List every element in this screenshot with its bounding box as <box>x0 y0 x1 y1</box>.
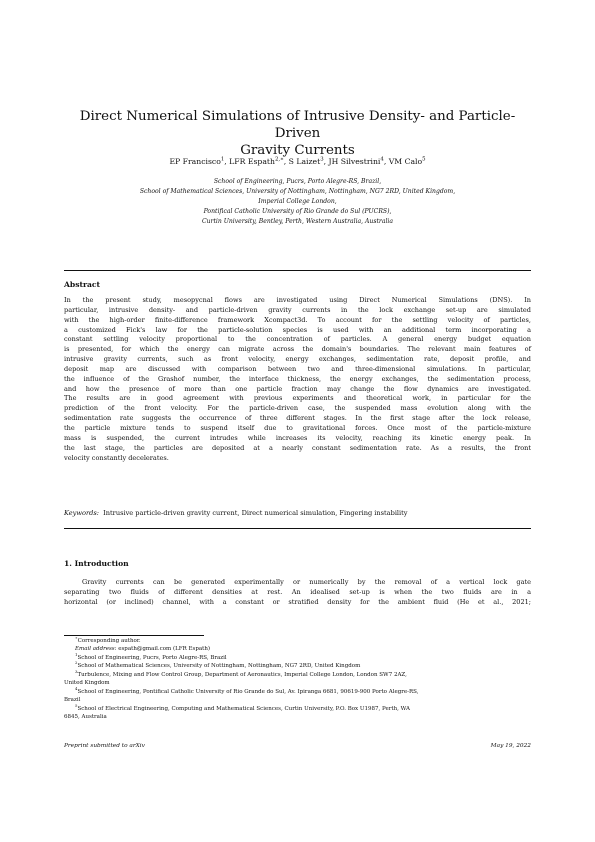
intro-line: Gravity currents can be generated experimentally or numerically by the removal of a vertical lock gate <box>82 578 531 586</box>
abstract-top-rule <box>64 270 531 271</box>
footnote-item: $^1$School of Engineering, Pucrs, Porto Alegre-RS, Brazil <box>75 652 227 661</box>
title-line: Direct Numerical Simulations of Intrusive Density- and Particle-Driven <box>79 109 516 141</box>
introduction-body <box>64 577 531 607</box>
abstract-line: deposit map are discussed with comparison between two and three-dimensional simulations. In particular, <box>64 364 531 373</box>
footnote-item: $^5$School of Electrical Engineering, Computing and Mathematical Sciences, Curtin University, P.O. Box U1987, Perth, WA <box>75 702 410 712</box>
affiliation: Imperial College London, <box>258 197 337 205</box>
author: LFR Espath$^{2,∗}$ <box>229 156 284 166</box>
affiliation-list <box>60 177 535 227</box>
footnote-item: $^4$School of Engineering, Pontifical Catholic University of Rio Grande do Sul, Av. Ipiranga 6681, 90619-900 Porto Alegre-RS, <box>75 685 419 695</box>
abstract-line: the last stage, the particles are deposited at a nearly constant sedimentation rate. As a results, the front <box>64 443 531 452</box>
footnote-continuation: United Kingdom <box>64 680 110 687</box>
title-line: Gravity Currents <box>240 143 355 158</box>
abstract-line: and how the presence of more than one particle fraction may change the flow dynamics are investigated. <box>64 384 531 393</box>
abstract-line: constant settling velocity proportional to the concentration of particles. A general energy budget equation <box>64 335 531 344</box>
footnote-corresponding: ∗Corresponding author. <box>75 635 141 644</box>
abstract-line: the particle mixture tends to suspend itself due to gravitational forces. Once most of the particle-mixture <box>64 423 531 432</box>
abstract-line: mass is suspended, the current intrudes while increases its velocity, reaching its kinetic energy peak. In <box>64 433 531 442</box>
abstract-line: the influence of the Grashof number, the interface thickness, the energy exchanges, the sedimentation process, <box>64 374 531 383</box>
keywords-label: Keywords: <box>64 509 99 517</box>
affiliation: School of Engineering, Pucrs, Porto Alegre-RS, Brazil, <box>213 178 382 185</box>
abstract-bottom-rule <box>64 528 531 529</box>
footnote-continuation: Brazil <box>64 697 81 704</box>
abstract-line: velocity constantly decelerates. <box>64 453 169 462</box>
abstract-body <box>64 296 531 463</box>
intro-line: separating two fluids of different densities at rest. An idealised set-up is when the two fluids are in a <box>64 588 531 596</box>
abstract-line: intrusive gravity currents, such as front velocity, energy exchanges, sedimentation rate, deposit profile, and <box>64 355 531 364</box>
author: S Laizet$^3$ <box>288 156 324 166</box>
keywords <box>64 509 408 517</box>
author: JH Silvestrini$^4$ <box>328 156 384 166</box>
keywords-text: Intrusive particle-driven gravity current, Direct numerical simulation, Fingering instability <box>103 509 408 517</box>
author: VM Calo$^5$ <box>388 156 426 166</box>
abstract-line: is presented, for which the energy can migrate across the domain's boundaries. The relevant main features of <box>64 345 531 354</box>
preprint-date: May 19, 2022 <box>490 743 531 749</box>
affiliation: Curtin University, Bentley, Perth, Western Australia, Australia <box>201 217 394 225</box>
author: EP Francisco$^1$ <box>169 156 225 166</box>
section-heading-introduction: 1. Introduction <box>64 559 129 568</box>
preprint-note: Preprint submitted to arXiv <box>64 743 145 749</box>
footnote-email: Email address: espath@gmail.com (LFR Espath) <box>75 646 211 653</box>
affiliation: Pontifical Catholic University of Rio Grande do Sul (PUCRS), <box>203 207 392 215</box>
affiliation: School of Mathematical Sciences, University of Nottingham, Nottingham, NG7 2RD, United Kingdom, <box>139 187 456 195</box>
paper-title <box>60 108 535 159</box>
abstract-line: In the present study, mesopycnal flows are investigated using Direct Numerical Simulations (DNS). In <box>64 296 531 304</box>
abstract-line: with the high-order finite-difference framework Xcompact3d. To account for the settling velocity of particles, <box>64 315 531 324</box>
abstract-line: The results are in good agreement with previous experiments and theoretical work, in particular for the <box>64 394 531 403</box>
abstract-line: particular, intrusive density- and particle-driven gravity currents in the lock exchange set-up are simulated <box>64 305 531 314</box>
footnote-item: $^2$School of Mathematical Sciences, University of Nottingham, Nottingham, NG7 2RD, United Kingdom <box>75 660 361 670</box>
footnote-continuation: 6845, Australia <box>64 714 107 721</box>
author-list: EP Francisco$^1$, LFR Espath$^{2,∗}$, S Laizet$^3$, JH Silvestrini$^4$, VM Calo$^5$ <box>169 156 426 166</box>
abstract-line: a customized Fick's law for the particle-solution species is used with an additional term incorporating a <box>64 325 531 334</box>
footnote-item: $^3$Turbulence, Mixing and Flow Control Group, Department of Aeronautics, Imperial College London, London SW7 2AZ, <box>75 668 407 678</box>
intro-line: horizontal (or inclined) channel, with a constant or stratified density for the ambient fluid (He et al., 2021; <box>64 598 531 606</box>
abstract-line: sedimentation rate suggests the occurrence of three different stages. In the first stage after the lock release, <box>64 414 531 423</box>
abstract-line: prediction of the front velocity. For the particle-driven case, the suspended mass evolution along with the <box>64 404 531 413</box>
footnotes <box>64 637 534 722</box>
abstract-heading: Abstract <box>64 280 101 289</box>
footnote-rule <box>64 635 204 636</box>
